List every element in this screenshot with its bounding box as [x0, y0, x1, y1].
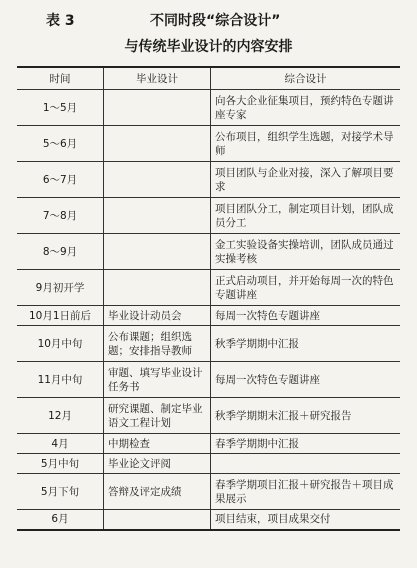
cell-traditional: 审题、填写毕业设计任务书 — [104, 362, 211, 398]
cell-time: 12月 — [17, 398, 104, 434]
cell-time: 5月下旬 — [17, 474, 104, 510]
cell-traditional: 中期检查 — [104, 434, 211, 454]
cell-time: 10月中旬 — [17, 326, 104, 362]
cell-integrated: 公布项目，组织学生选题，对接学术导师 — [211, 126, 401, 162]
cell-traditional — [104, 270, 211, 306]
table-row — [17, 306, 400, 326]
cell-integrated: 秋季学期期末汇报＋研究报告 — [211, 398, 401, 434]
cell-traditional — [104, 510, 211, 530]
cell-time: 6月 — [17, 510, 104, 530]
cell-time: 6～7月 — [17, 162, 104, 198]
cell-traditional — [104, 126, 211, 162]
cell-time: 10月1日前后 — [17, 306, 104, 326]
table-row — [17, 90, 400, 126]
header-time: 时间 — [49, 72, 71, 85]
table-header-row — [17, 67, 400, 90]
cell-time: 4月 — [17, 434, 104, 454]
table-row — [17, 454, 400, 474]
cell-integrated: 向各大企业征集项目，预约特色专题讲座专家 — [211, 90, 401, 126]
cell-integrated: 春季学期期中汇报 — [211, 434, 401, 454]
cell-integrated: 项目团队分工，制定项目计划，团队成员分工 — [211, 198, 401, 234]
cell-traditional — [104, 90, 211, 126]
cell-time: 5～6月 — [17, 126, 104, 162]
cell-time: 7～8月 — [17, 198, 104, 234]
cell-integrated: 项目结束，项目成果交付 — [211, 510, 401, 530]
cell-traditional — [104, 234, 211, 270]
cell-integrated: 项目团队与企业对接，深入了解项目要求 — [211, 162, 401, 198]
table-row — [17, 510, 400, 530]
table-title-line1: 不同时段“综合设计” — [150, 13, 281, 29]
cell-time: 9月初开学 — [17, 270, 104, 306]
cell-time: 5月中旬 — [17, 454, 104, 474]
table-row — [17, 198, 400, 234]
cell-integrated — [211, 454, 401, 474]
table-number: 表 3 — [46, 13, 75, 29]
table-row — [17, 362, 400, 398]
cell-integrated: 秋季学期期中汇报 — [211, 326, 401, 362]
table-row — [17, 434, 400, 454]
cell-traditional: 答辩及评定成绩 — [104, 474, 211, 510]
table-row — [17, 234, 400, 270]
table-row — [17, 326, 400, 362]
cell-integrated: 每周一次特色专题讲座 — [211, 362, 401, 398]
cell-integrated: 金工实验设备实操培训，团队成员通过实操考核 — [211, 234, 401, 270]
cell-integrated: 春季学期项目汇报＋研究报告＋项目成果展示 — [211, 474, 401, 510]
cell-time: 8～9月 — [17, 234, 104, 270]
cell-traditional: 公布课题；组织选题；安排指导教师 — [104, 326, 211, 362]
table-row — [17, 398, 400, 434]
cell-traditional — [104, 198, 211, 234]
table-title-line2: 与传统毕业设计的内容安排 — [124, 39, 293, 55]
header-traditional: 毕业设计 — [104, 67, 211, 90]
cell-traditional: 研究课题、制定毕业语文工程计划 — [104, 398, 211, 434]
schedule-table — [17, 66, 400, 531]
cell-integrated: 正式启动项目，并开始每周一次的特色专题讲座 — [211, 270, 401, 306]
table-row — [17, 474, 400, 510]
cell-traditional: 毕业论文评阅 — [104, 454, 211, 474]
cell-time: 11月中旬 — [17, 362, 104, 398]
cell-traditional: 毕业设计动员会 — [104, 306, 211, 326]
table-caption — [0, 10, 417, 30]
cell-traditional — [104, 162, 211, 198]
cell-time: 1～5月 — [17, 90, 104, 126]
table-row — [17, 162, 400, 198]
table-row — [17, 270, 400, 306]
table-row — [17, 126, 400, 162]
header-integrated: 综合设计 — [211, 67, 401, 90]
cell-integrated: 每周一次特色专题讲座 — [211, 306, 401, 326]
